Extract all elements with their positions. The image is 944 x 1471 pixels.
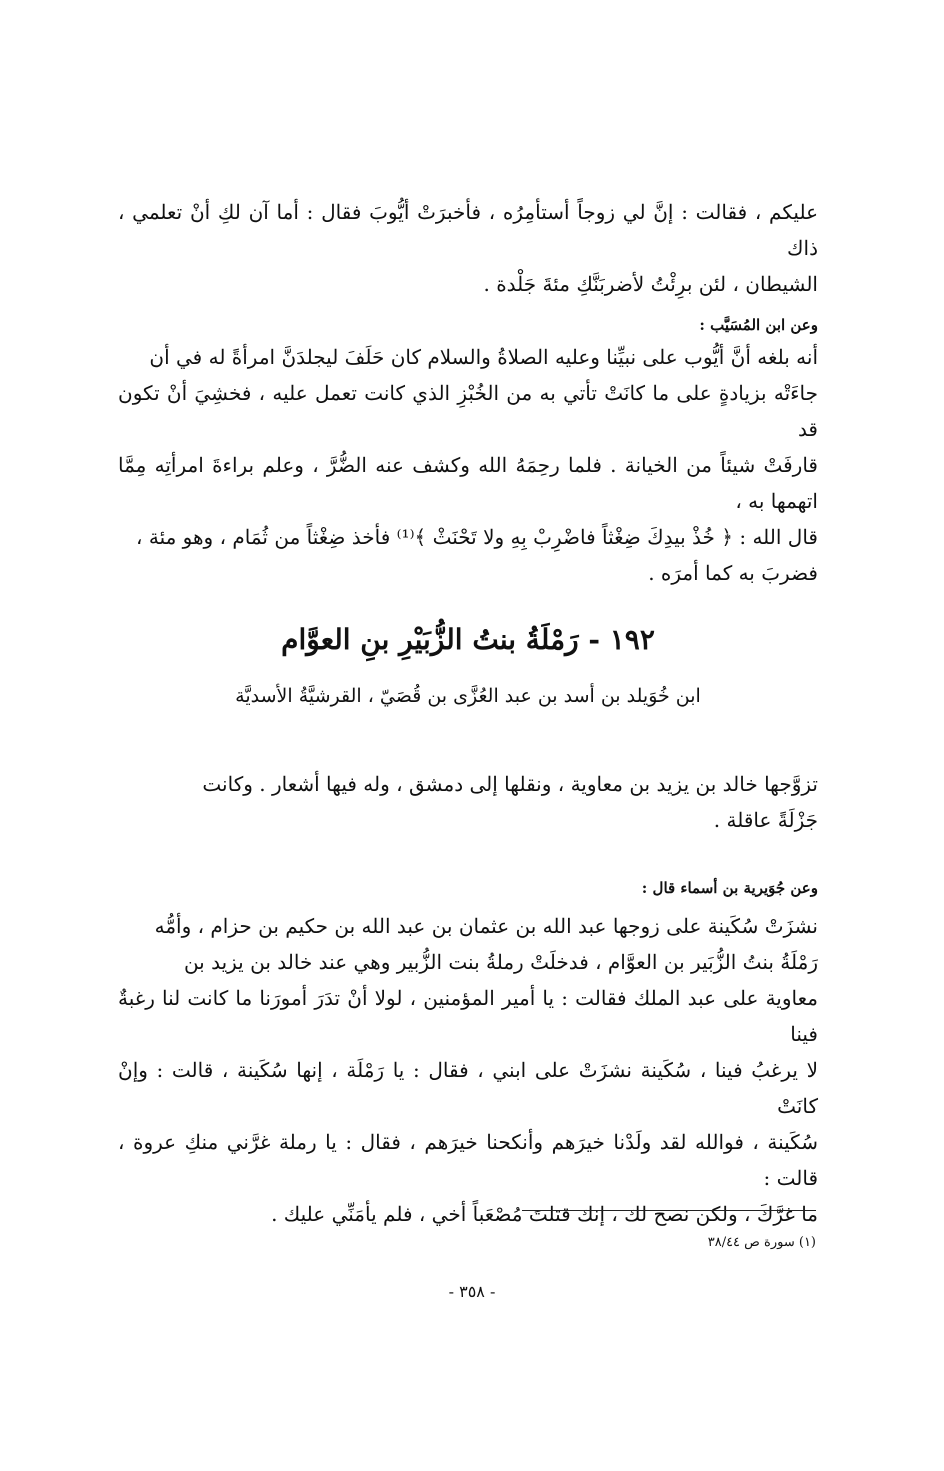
narration-label: وعن ابن المُسَيَّب : [699,316,818,334]
story-paragraph [118,908,818,1232]
narration-label: وعن جُوَيرية بن أسماء قال : [641,879,818,897]
text-line: أنه بلغه أنَّ أيُّوب على نبيِّنا وعليه الصلاةُ والسلام كان حَلَفَ ليجلدَنَّ امرأةً له في أن [149,345,818,369]
text-line: رَمْلَةُ بنتُ الزُّبَير بن العوَّام ، فدخلَتْ رملةُ بنت الزُّبير وهي عند خالد بن يزيد بن [183,950,818,974]
text-line: قارفَتْ شيئاً من الخيانة . فلما رحِمَهُ الله وكشف عنه الضُّرَّ ، وعلم براءةَ امرأتِه مِمَّا اتهمها به ، [118,453,818,513]
entry-subtitle: ابن خُوَيلد بن أسد بن عبد العُزَّى بن قُصَيّ ، القرشيَّةُ الأسديَّة [235,685,701,707]
footnote-divider [522,1210,816,1211]
text-line: جَزْلَةً عاقلة . [713,808,818,832]
text-line: فضربَ به كما أمرَه . [648,561,818,585]
text-line: الشيطان ، لئن برِئْتُ لأضربَنَّكِ مئةَ جَلْدة . [483,272,818,296]
bio-paragraph [118,766,818,838]
footnote: (١) سورة ص ٣٨/٤٤ [707,1235,816,1250]
page-number: - ٣٥٨ - [448,1282,496,1301]
text-line: تزوَّجها خالد بن يزيد بن معاوية ، ونقلها إلى دمشق ، وله فيها أشعار . وكانت [202,772,818,796]
text-line: نشزَتْ سُكَينة على زوجها عبد الله بن عثمان بن عبد الله بن حكيم بن حزام ، وأمُّه [154,914,818,938]
story-paragraph [118,339,818,591]
intro-paragraph [118,194,818,302]
text-line: عليكم ، فقالت : إنَّ لي زوجاً أستأمِرُه ، فأخبرَتْ أيُّوبَ فقال : أما آن لكِ أنْ تعلمي ، ذاك [118,200,819,260]
text-line: ما غرَّكَ ، ولكن نصح لك ، إنك قتلتَ مُصْعَباً أخي ، فلم يأمَنِّي عليك . [271,1202,818,1226]
text-line: قال الله : ﴿ خُذْ بيدِكَ ضِغْثاً فاضْرِبْ بِهِ ولا تَحْنَثْ ﴾⁽¹⁾ فأخذ ضِغْثاً من ثُمَام ، وهو مئة ، [136,525,818,549]
text-line: جاءَتْه بزيادةٍ على ما كانَتْ تأتي به من الخُبْزِ الذي كانت تعمل عليه ، فخشِيَ أنْ تكون قد [118,381,818,441]
text-line: معاوية على عبد الملك فقالت : يا أمير المؤمنين ، لولا أنْ تدَرَ أمورَنا ما كانت لنا رغبةٌ فينا [118,986,818,1046]
text-line: لا يرغبُ فينا ، سُكَينة نشزَتْ على ابني ، فقال : يا رَمْلَة ، إنها سُكَينة ، قالت : وإنْ كانَتْ [118,1058,818,1118]
text-line: سُكَينة ، فوالله لقد ولَدْنا خيرَهم وأنكحنا خيرَهم ، فقال : يا رملة غرَّني منكِ عروة ، قالت : [118,1130,818,1190]
entry-title: ١٩٢ - رَمْلَةُ بنتُ الزُّبَيْرِ بنِ العوَّام [281,623,655,656]
